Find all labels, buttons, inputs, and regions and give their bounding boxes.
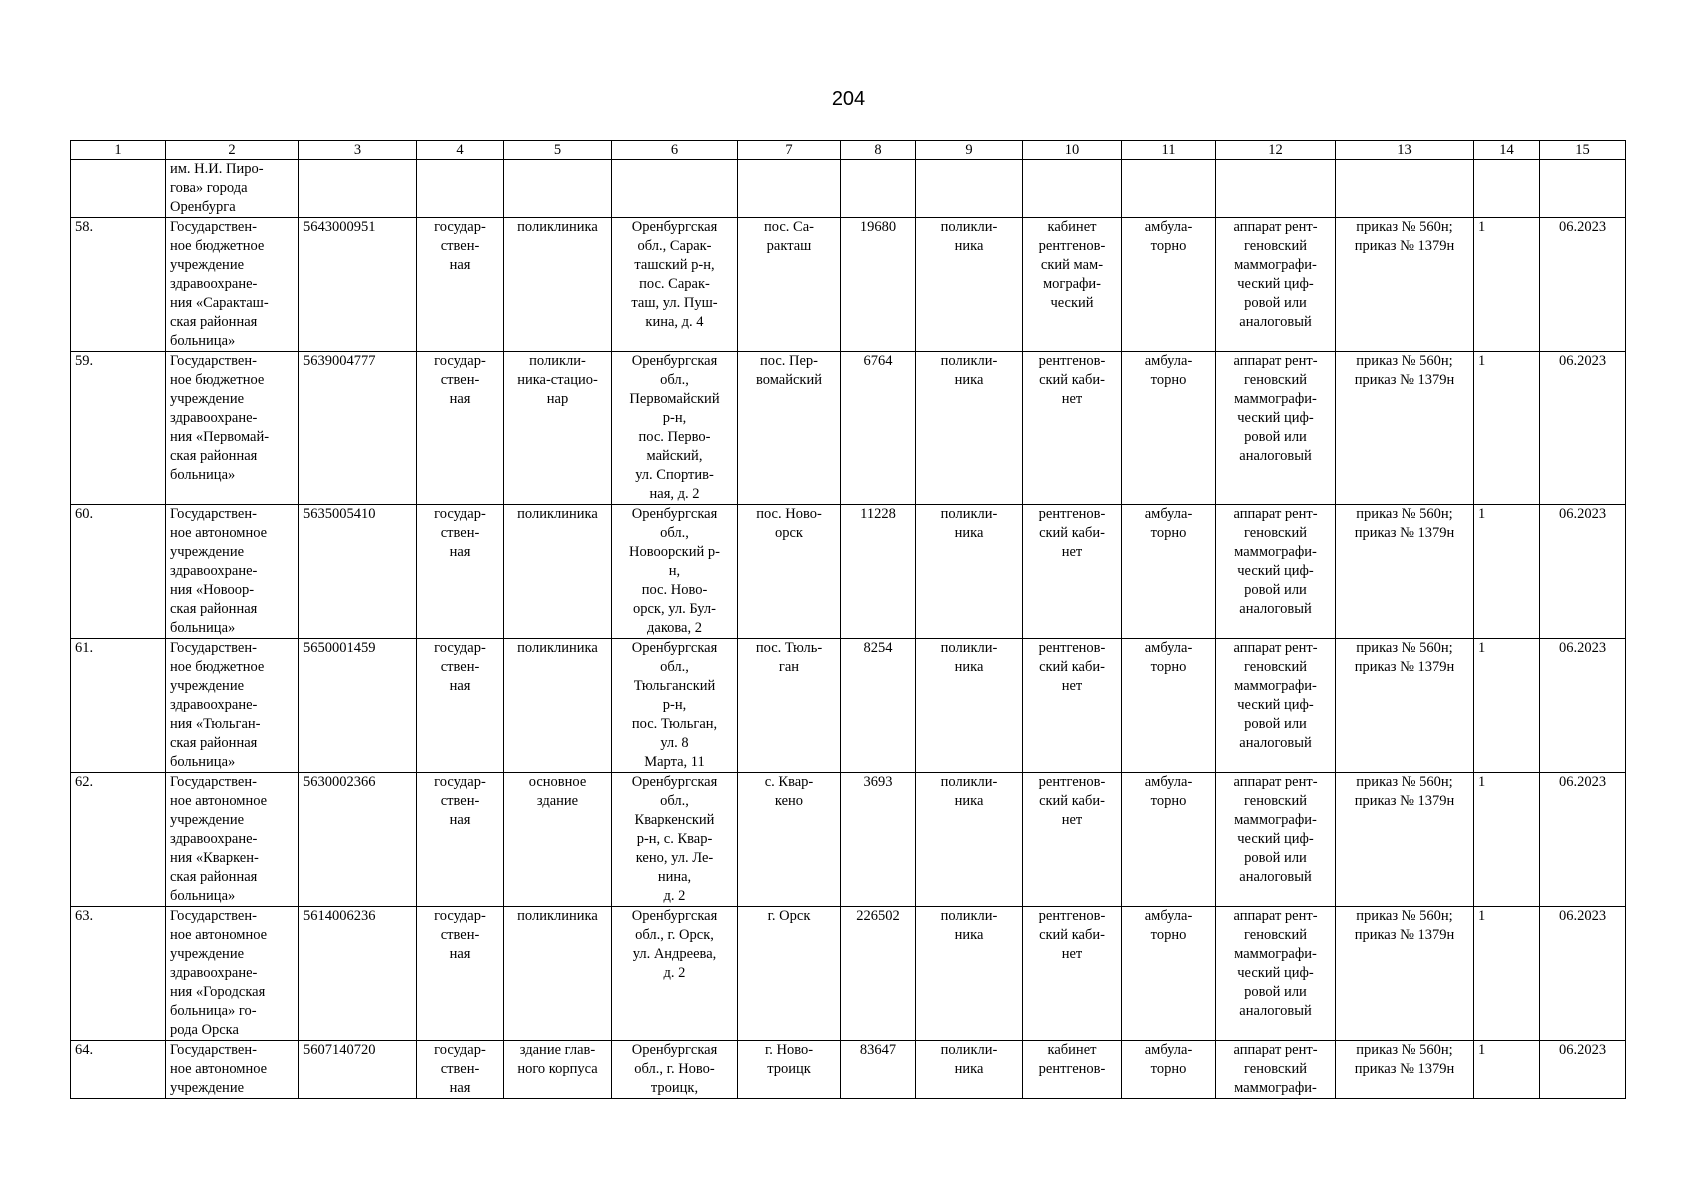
room-cell: кабинет рентгенов- ский мам- мографи- ческий: [1023, 218, 1122, 352]
page-number: 204: [831, 88, 866, 110]
institution-name-cell: Государствен- ное автономное учреждение: [166, 1041, 299, 1099]
data-table: [70, 140, 1626, 1099]
column-header: 5: [504, 141, 612, 160]
row-number-cell: 62.: [71, 773, 166, 907]
care-cell: [1122, 160, 1216, 218]
division-cell: [916, 160, 1023, 218]
address-cell: Оренбургская обл., Кваркенский р-н, с. Квар- кено, ул. Ле- нина, д. 2: [612, 773, 738, 907]
settlement-cell: пос. Пер- вомайский: [738, 352, 841, 505]
inn-cell: [299, 160, 417, 218]
room-cell: рентгенов- ский каби- нет: [1023, 907, 1122, 1041]
room-cell: рентгенов- ский каби- нет: [1023, 639, 1122, 773]
inn-cell: 5635005410: [299, 505, 417, 639]
equipment-cell: аппарат рент- геновский маммографи- ческий циф- ровой или аналоговый: [1216, 505, 1336, 639]
settlement-cell: пос. Са- ракташ: [738, 218, 841, 352]
division-cell: поликли- ника: [916, 218, 1023, 352]
ownership-cell: государ- ствен- ная: [417, 505, 504, 639]
care-cell: амбула- торно: [1122, 352, 1216, 505]
building-cell: [504, 160, 612, 218]
building-cell: здание глав- ного корпуса: [504, 1041, 612, 1099]
inn-cell: 5630002366: [299, 773, 417, 907]
room-cell: рентгенов- ский каби- нет: [1023, 352, 1122, 505]
settlement-cell: пос. Тюль- ган: [738, 639, 841, 773]
care-cell: амбула- торно: [1122, 773, 1216, 907]
table-row: [71, 1041, 1626, 1099]
order-cell: приказ № 560н; приказ № 1379н: [1336, 773, 1474, 907]
order-cell: приказ № 560н; приказ № 1379н: [1336, 907, 1474, 1041]
column-header: 13: [1336, 141, 1474, 160]
quantity-cell: 1: [1474, 907, 1540, 1041]
division-cell: поликли- ника: [916, 1041, 1023, 1099]
address-cell: Оренбургская обл., Новоорский р- н, пос. Ново- орск, ул. Бул- дакова, 2: [612, 505, 738, 639]
division-cell: поликли- ника: [916, 352, 1023, 505]
date-cell: 06.2023: [1540, 352, 1626, 505]
address-cell: Оренбургская обл., Сарак- ташский р-н, пос. Сарак- таш, ул. Пуш- кина, д. 4: [612, 218, 738, 352]
inn-cell: 5643000951: [299, 218, 417, 352]
care-cell: амбула- торно: [1122, 1041, 1216, 1099]
room-cell: кабинет рентгенов-: [1023, 1041, 1122, 1099]
date-cell: 06.2023: [1540, 1041, 1626, 1099]
institution-name-cell: Государствен- ное бюджетное учреждение здравоохране- ния «Тюльган- ская районная больница»: [166, 639, 299, 773]
care-cell: амбула- торно: [1122, 639, 1216, 773]
quantity-cell: 1: [1474, 639, 1540, 773]
order-cell: приказ № 560н; приказ № 1379н: [1336, 505, 1474, 639]
settlement-cell: г. Орск: [738, 907, 841, 1041]
ownership-cell: государ- ствен- ная: [417, 1041, 504, 1099]
row-number-cell: 58.: [71, 218, 166, 352]
column-header: 12: [1216, 141, 1336, 160]
column-header: 11: [1122, 141, 1216, 160]
building-cell: основное здание: [504, 773, 612, 907]
institution-name-cell: Государствен- ное автономное учреждение здравоохране- ния «Кваркен- ская районная больница»: [166, 773, 299, 907]
inn-cell: 5650001459: [299, 639, 417, 773]
table-row: [71, 352, 1626, 505]
column-header: 8: [841, 141, 916, 160]
order-cell: приказ № 560н; приказ № 1379н: [1336, 352, 1474, 505]
equipment-cell: аппарат рент- геновский маммографи- ческий циф- ровой или аналоговый: [1216, 773, 1336, 907]
institution-name-cell: Государствен- ное бюджетное учреждение здравоохране- ния «Саракташ- ская районная больница»: [166, 218, 299, 352]
table-row: [71, 907, 1626, 1041]
ownership-cell: государ- ствен- ная: [417, 639, 504, 773]
table-row: [71, 773, 1626, 907]
column-header: 7: [738, 141, 841, 160]
division-cell: поликли- ника: [916, 505, 1023, 639]
column-header: 6: [612, 141, 738, 160]
division-cell: поликли- ника: [916, 639, 1023, 773]
column-header: 10: [1023, 141, 1122, 160]
quantity-cell: 1: [1474, 218, 1540, 352]
care-cell: амбула- торно: [1122, 907, 1216, 1041]
equipment-cell: аппарат рент- геновский маммографи- ческий циф- ровой или аналоговый: [1216, 907, 1336, 1041]
table-row: [71, 639, 1626, 773]
population-cell: 19680: [841, 218, 916, 352]
continuation-row: [71, 160, 1626, 218]
population-cell: [841, 160, 916, 218]
institution-name-cell: им. Н.И. Пиро- гова» города Оренбурга: [166, 160, 299, 218]
row-number-cell: 59.: [71, 352, 166, 505]
header-row: [71, 141, 1626, 160]
building-cell: поликлиника: [504, 639, 612, 773]
quantity-cell: [1474, 160, 1540, 218]
institution-name-cell: Государствен- ное автономное учреждение здравоохране- ния «Городская больница» го- рода Орска: [166, 907, 299, 1041]
column-header: 3: [299, 141, 417, 160]
row-number-cell: 63.: [71, 907, 166, 1041]
column-header: 4: [417, 141, 504, 160]
column-header: 15: [1540, 141, 1626, 160]
inn-cell: 5639004777: [299, 352, 417, 505]
order-cell: приказ № 560н; приказ № 1379н: [1336, 218, 1474, 352]
address-cell: Оренбургская обл., Первомайский р-н, пос. Перво- майский, ул. Спортив- ная, д. 2: [612, 352, 738, 505]
population-cell: 8254: [841, 639, 916, 773]
population-cell: 6764: [841, 352, 916, 505]
address-cell: Оренбургская обл., г. Ново- троицк,: [612, 1041, 738, 1099]
quantity-cell: 1: [1474, 773, 1540, 907]
order-cell: приказ № 560н; приказ № 1379н: [1336, 639, 1474, 773]
address-cell: [612, 160, 738, 218]
care-cell: амбула- торно: [1122, 505, 1216, 639]
building-cell: поликлиника: [504, 218, 612, 352]
row-number-cell: 64.: [71, 1041, 166, 1099]
division-cell: поликли- ника: [916, 907, 1023, 1041]
column-header: 1: [71, 141, 166, 160]
inn-cell: 5607140720: [299, 1041, 417, 1099]
inn-cell: 5614006236: [299, 907, 417, 1041]
settlement-cell: с. Квар- кено: [738, 773, 841, 907]
equipment-cell: аппарат рент- геновский маммографи- ческий циф- ровой или аналоговый: [1216, 639, 1336, 773]
room-cell: [1023, 160, 1122, 218]
ownership-cell: государ- ствен- ная: [417, 352, 504, 505]
building-cell: поликли- ника-стацио- нар: [504, 352, 612, 505]
date-cell: 06.2023: [1540, 218, 1626, 352]
equipment-cell: [1216, 160, 1336, 218]
equipment-cell: аппарат рент- геновский маммографи-: [1216, 1041, 1336, 1099]
address-cell: Оренбургская обл., г. Орск, ул. Андреева, д. 2: [612, 907, 738, 1041]
order-cell: [1336, 160, 1474, 218]
ownership-cell: государ- ствен- ная: [417, 907, 504, 1041]
order-cell: приказ № 560н; приказ № 1379н: [1336, 1041, 1474, 1099]
date-cell: 06.2023: [1540, 907, 1626, 1041]
quantity-cell: 1: [1474, 505, 1540, 639]
division-cell: поликли- ника: [916, 773, 1023, 907]
quantity-cell: 1: [1474, 352, 1540, 505]
population-cell: 3693: [841, 773, 916, 907]
ownership-cell: государ- ствен- ная: [417, 218, 504, 352]
room-cell: рентгенов- ский каби- нет: [1023, 505, 1122, 639]
quantity-cell: 1: [1474, 1041, 1540, 1099]
population-cell: 83647: [841, 1041, 916, 1099]
institution-name-cell: Государствен- ное автономное учреждение здравоохране- ния «Новоор- ская районная больница»: [166, 505, 299, 639]
population-cell: 226502: [841, 907, 916, 1041]
row-number-cell: 60.: [71, 505, 166, 639]
ownership-cell: [417, 160, 504, 218]
date-cell: 06.2023: [1540, 773, 1626, 907]
date-cell: 06.2023: [1540, 639, 1626, 773]
table-row: [71, 505, 1626, 639]
equipment-cell: аппарат рент- геновский маммографи- ческий циф- ровой или аналоговый: [1216, 218, 1336, 352]
table-row: [71, 218, 1626, 352]
population-cell: 11228: [841, 505, 916, 639]
building-cell: поликлиника: [504, 505, 612, 639]
equipment-cell: аппарат рент- геновский маммографи- ческий циф- ровой или аналоговый: [1216, 352, 1336, 505]
address-cell: Оренбургская обл., Тюльганский р-н, пос. Тюльган, ул. 8 Марта, 11: [612, 639, 738, 773]
institution-name-cell: Государствен- ное бюджетное учреждение здравоохране- ния «Первомай- ская районная больница»: [166, 352, 299, 505]
room-cell: рентгенов- ский каби- нет: [1023, 773, 1122, 907]
care-cell: амбула- торно: [1122, 218, 1216, 352]
column-header: 2: [166, 141, 299, 160]
column-header: 14: [1474, 141, 1540, 160]
row-number-cell: [71, 160, 166, 218]
settlement-cell: г. Ново- троицк: [738, 1041, 841, 1099]
date-cell: 06.2023: [1540, 505, 1626, 639]
building-cell: поликлиника: [504, 907, 612, 1041]
settlement-cell: пос. Ново- орск: [738, 505, 841, 639]
date-cell: [1540, 160, 1626, 218]
settlement-cell: [738, 160, 841, 218]
ownership-cell: государ- ствен- ная: [417, 773, 504, 907]
row-number-cell: 61.: [71, 639, 166, 773]
column-header: 9: [916, 141, 1023, 160]
